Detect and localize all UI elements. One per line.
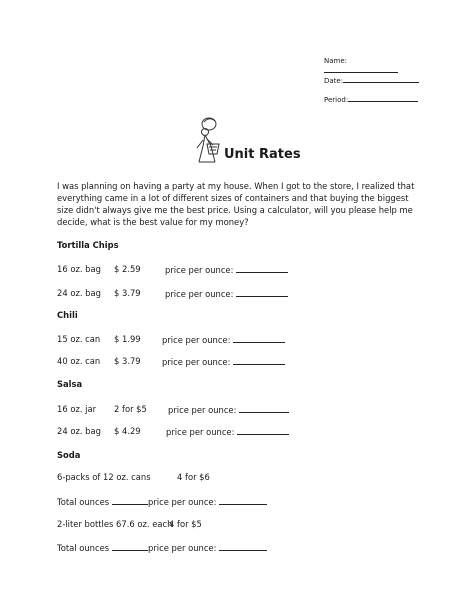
name-field[interactable]: [324, 57, 420, 75]
answer-blank[interactable]: [112, 542, 148, 551]
period-label: Period:: [324, 96, 349, 104]
period-blank[interactable]: [348, 94, 418, 102]
price-per-ounce-label: price per ounce:: [165, 265, 234, 275]
price-per-ounce-label: price per ounce:: [166, 427, 235, 437]
answer-blank[interactable]: [219, 496, 267, 505]
period-field[interactable]: [324, 94, 420, 104]
price-per-ounce-label: price per ounce:: [165, 289, 234, 299]
section-title-chili: Chili: [57, 310, 78, 320]
price-per-ounce-label: price per ounce:: [162, 335, 231, 345]
total-ounces-row: [57, 496, 148, 507]
item-price: 2 for $5: [114, 404, 147, 414]
date-blank[interactable]: [343, 75, 419, 83]
total-ounces-label: Total ounces: [57, 543, 110, 553]
item-desc: 2-liter bottles 67.6 oz. each: [57, 519, 173, 529]
date-field[interactable]: [324, 75, 420, 85]
answer-blank[interactable]: [236, 288, 288, 297]
answer-blank[interactable]: [239, 404, 289, 413]
person-with-basket-icon: [189, 116, 229, 166]
name-blank[interactable]: [324, 65, 398, 73]
page-title: Unit Rates: [224, 147, 301, 162]
price-per-ounce-label: price per ounce:: [148, 497, 217, 507]
item-price: $ 4.29: [114, 426, 141, 436]
section-title-soda: Soda: [57, 450, 81, 460]
item-size: 24 oz. bag: [57, 426, 101, 436]
price-per-ounce-label: price per ounce:: [148, 543, 217, 553]
price-per-ounce-row: [162, 334, 285, 345]
section-title-tortilla: Tortilla Chips: [57, 240, 119, 250]
answer-blank[interactable]: [219, 542, 267, 551]
price-per-ounce-row: [165, 264, 288, 275]
item-price: $ 1.99: [114, 334, 141, 344]
price-per-ounce-row: [148, 542, 267, 553]
intro-paragraph: I was planning on having a party at my house. When I got to the store, I realized that everything came in a lot of different sizes of containers and that buying the biggest size didn't always give me the best price. Using a calculator, will you please help me decide, what is the best value for my money?: [57, 181, 415, 227]
price-per-ounce-row: [162, 356, 285, 367]
section-title-salsa: Salsa: [57, 379, 83, 389]
item-size: 16 oz. jar: [57, 404, 97, 414]
price-per-ounce-row: [166, 426, 289, 437]
item-size: 16 oz. bag: [57, 264, 101, 274]
item-size: 24 oz. bag: [57, 288, 101, 298]
item-price: 4 for $6: [177, 472, 210, 482]
price-per-ounce-row: [165, 288, 288, 299]
date-label: Date:: [324, 77, 344, 85]
item-size: 15 oz. can: [57, 334, 101, 344]
price-per-ounce-row: [168, 404, 289, 415]
answer-blank[interactable]: [233, 334, 285, 343]
price-per-ounce-row: [148, 496, 267, 507]
item-price: 4 for $5: [169, 519, 202, 529]
item-desc: 6-packs of 12 oz. cans: [57, 472, 151, 482]
answer-blank[interactable]: [237, 426, 289, 435]
item-price: $ 2.59: [114, 264, 141, 274]
item-price: $ 3.79: [114, 356, 141, 366]
total-ounces-label: Total ounces: [57, 497, 110, 507]
price-per-ounce-label: price per ounce:: [168, 405, 237, 415]
price-per-ounce-label: price per ounce:: [162, 357, 231, 367]
name-label: Name:: [324, 57, 348, 65]
item-size: 40 oz. can: [57, 356, 101, 366]
answer-blank[interactable]: [236, 264, 288, 273]
answer-blank[interactable]: [112, 496, 148, 505]
answer-blank[interactable]: [233, 356, 285, 365]
item-price: $ 3.79: [114, 288, 141, 298]
total-ounces-row: [57, 542, 148, 553]
